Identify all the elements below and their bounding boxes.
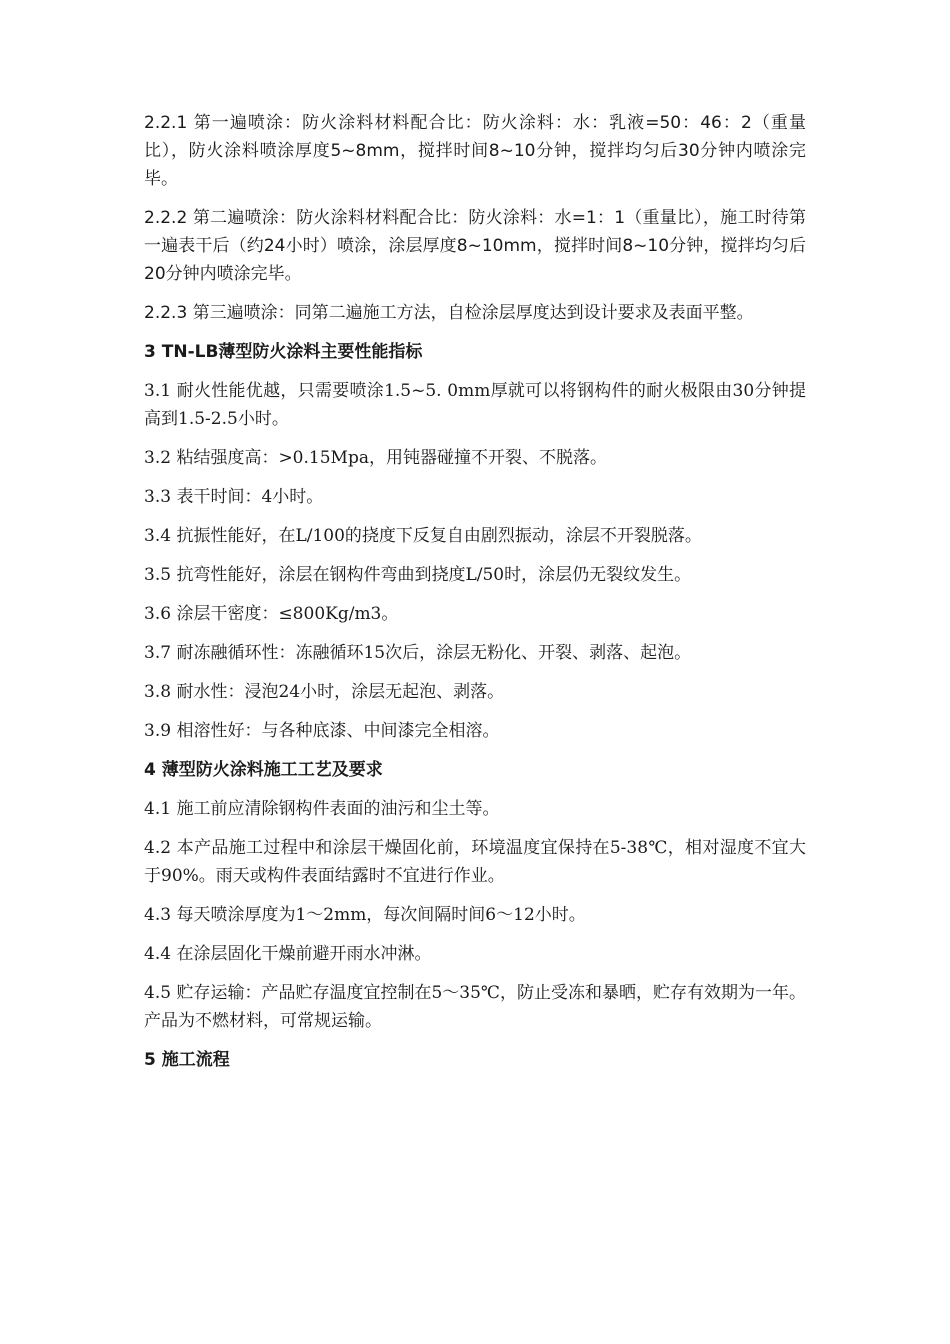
paragraph-3-7: 3.7 耐冻融循环性：冻融循环15次后，涂层无粉化、开裂、剥落、起泡。 [144,643,692,663]
paragraph-4-2: 4.2 本产品施工过程中和涂层干燥固化前，环境温度宜保持在5-38℃，相对湿度不宜大于90%。雨天或构件表面结露时不宜进行作业。 [144,838,806,886]
paragraph-3-6: 3.6 涂层干密度：≤800Kg/m3。 [144,604,399,624]
paragraph-4-4: 4.4 在涂层固化干燥前避开雨水冲淋。 [144,944,432,964]
paragraph-2-2-2: 2.2.2 第二遍喷涂：防火涂料材料配合比：防火涂料：水=1：1（重量比），施工时待第一遍表干后（约24小时）喷涂，涂层厚度8~10mm，搅拌时间8~10分钟，搅拌均匀后20分钟内喷涂完毕。 [144,208,806,284]
document-body [144,109,806,1085]
paragraph-3-5: 3.5 抗弯性能好，涂层在钢构件弯曲到挠度L/50时，涂层仍无裂纹发生。 [144,565,692,585]
paragraph-4-5: 4.5 贮存运输：产品贮存温度宜控制在5～35℃，防止受冻和暴晒，贮存有效期为一年。产品为不燃材料，可常规运输。 [144,983,806,1031]
paragraph-3-2: 3.2 粘结强度高：>0.15Mpa，用钝器碰撞不开裂、不脱落。 [144,448,607,468]
paragraph-3-8: 3.8 耐水性：浸泡24小时，涂层无起泡、剥落。 [144,682,505,702]
paragraph-3-1: 3.1 耐火性能优越，只需要喷涂1.5~5. 0mm厚就可以将钢构件的耐火极限由30分钟提高到1.5-2.5小时。 [144,381,806,429]
section-heading-3: 3 TN-LB薄型防火涂料主要性能指标 [144,342,423,362]
section-heading-5: 5 施工流程 [144,1050,230,1070]
paragraph-3-4: 3.4 抗振性能好，在L/100的挠度下反复自由剧烈振动，涂层不开裂脱落。 [144,526,702,546]
paragraph-3-3: 3.3 表干时间：4小时。 [144,487,324,507]
paragraph-4-1: 4.1 施工前应清除钢构件表面的油污和尘土等。 [144,799,500,819]
paragraph-3-9: 3.9 相溶性好：与各种底漆、中间漆完全相溶。 [144,721,500,741]
paragraph-2-2-3: 2.2.3 第三遍喷涂：同第二遍施工方法，自检涂层厚度达到设计要求及表面平整。 [144,303,754,323]
section-heading-4: 4 薄型防火涂料施工工艺及要求 [144,760,383,780]
paragraph-4-3: 4.3 每天喷涂厚度为1～2mm，每次间隔时间6～12小时。 [144,905,586,925]
paragraph-2-2-1: 2.2.1 第一遍喷涂：防火涂料材料配合比：防火涂料：水：乳液=50：46：2（重量比），防火涂料喷涂厚度5~8mm，搅拌时间8~10分钟，搅拌均匀后30分钟内喷涂完毕。 [144,113,806,189]
